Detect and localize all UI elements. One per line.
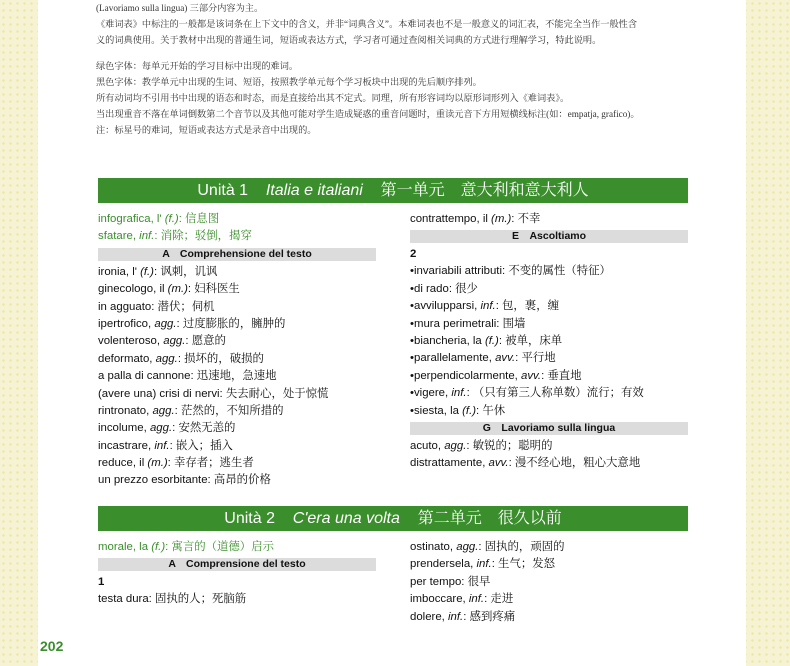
term: •siesta xyxy=(410,404,444,417)
grammar: , la xyxy=(443,404,463,417)
term: deformato xyxy=(98,352,150,365)
part-of-speech: agg. xyxy=(152,404,175,417)
grammar: , il xyxy=(476,213,492,225)
meaning: : 妇科医生 xyxy=(187,283,240,296)
part-of-speech: (f.) xyxy=(484,334,499,347)
grammar: , xyxy=(488,352,496,365)
vocab-entry xyxy=(410,609,688,626)
grammar: , xyxy=(156,335,164,348)
meaning: : 不变的属性（特征） xyxy=(502,265,611,278)
term: •mura perimetrali xyxy=(410,317,497,330)
term: in agguato xyxy=(98,300,152,313)
vocab-entry xyxy=(98,368,376,385)
vocab-entry xyxy=(98,591,376,608)
term: ginecologo xyxy=(98,283,154,296)
vocab-entry xyxy=(410,591,688,608)
vocab-entry xyxy=(410,455,688,472)
unit-chinese-title: 第一单元 意大利和意大利人 xyxy=(380,182,589,199)
intro-line: 所有动词均不引用书中出现的语态和时态，而是直接给出其不定式。同理，所有形容词均以原形词形列入《难词表》。 xyxy=(96,93,570,103)
vocab-entry xyxy=(98,472,376,489)
unit-1-right-column xyxy=(410,211,688,473)
term: contrattempo xyxy=(410,213,477,225)
meaning: : 很早 xyxy=(461,575,491,588)
term: •parallelamente xyxy=(410,352,489,365)
part-of-speech: (f.) xyxy=(140,265,154,278)
meaning: : 围墙 xyxy=(496,317,526,330)
grammar: , l' xyxy=(150,213,165,225)
meaning: : 很少 xyxy=(448,282,478,295)
part-of-speech: (m.) xyxy=(491,213,512,225)
term: un prezzo esorbitante xyxy=(98,474,208,487)
term: acuto xyxy=(410,439,438,452)
meaning: : 寓言的（道德）启示 xyxy=(165,541,274,553)
intro-line: 绿色字体：每单元开始的学习目标中出现的难词。 xyxy=(96,61,299,71)
vocab-entry xyxy=(410,385,688,402)
unit-label: Unità 2 xyxy=(224,510,275,527)
grammar: , xyxy=(482,457,489,470)
meaning: : 嵌入；插入 xyxy=(169,439,233,452)
meaning: : 潜伏；伺机 xyxy=(151,300,215,313)
page-number: 202 xyxy=(40,638,64,654)
term: per tempo xyxy=(410,575,462,588)
grammar: , xyxy=(441,610,449,623)
part-of-speech: inf. xyxy=(448,610,464,623)
exercise-number: 2 xyxy=(410,248,417,261)
vocab-entry xyxy=(410,539,688,556)
vocab-entry xyxy=(98,228,376,245)
grammar: , xyxy=(149,352,156,365)
term: •invariabili attributi xyxy=(410,265,502,278)
section-heading: A Comprehensione del testo xyxy=(98,248,376,261)
grammar: , xyxy=(437,439,445,452)
meaning: : 生气；发怒 xyxy=(491,558,556,571)
meaning: : 失去耐心，处于惊慌 xyxy=(219,387,329,400)
term: •vigere xyxy=(410,387,446,400)
term: incastrare xyxy=(98,439,149,452)
vocab-entry xyxy=(410,556,688,573)
exercise-number: 1 xyxy=(98,576,105,589)
grammar: , xyxy=(146,404,153,417)
meaning: : 漫不经心地，粗心大意地 xyxy=(508,457,641,470)
grammar: , la xyxy=(466,334,485,347)
term: infografica xyxy=(98,213,151,225)
part-of-speech: agg. xyxy=(149,422,173,435)
term: imboccare xyxy=(410,593,463,606)
vocab-entry xyxy=(98,420,376,437)
grammar: , xyxy=(132,230,140,243)
unit-2-right-column xyxy=(410,539,688,626)
unit-title: Italia e italiani xyxy=(265,182,363,199)
meaning: : 固执的，顽固的 xyxy=(478,541,565,553)
grammar: , xyxy=(470,558,477,571)
unit-1-left-column xyxy=(98,211,376,490)
part-of-speech: avv. xyxy=(488,457,509,470)
part-of-speech: inf. xyxy=(468,593,485,606)
intro-line: 义的词典使用。关于教材中出现的普通生词，短语或表达方式，学习者可通过查阅相关词典的方式进行理解学习，特此说明。 xyxy=(96,35,602,45)
meaning: : 敏锐的；聪明的 xyxy=(466,439,553,452)
part-of-speech: agg. xyxy=(456,541,479,553)
meaning: : 愿意的 xyxy=(185,335,226,348)
vocab-entry xyxy=(410,298,688,315)
meaning: : （只有第三人称单数）流行；有效 xyxy=(466,387,644,400)
part-of-speech: inf. xyxy=(139,230,155,243)
term: prendersela xyxy=(410,558,471,571)
term: rintronato xyxy=(98,404,147,417)
grammar: , il xyxy=(132,457,148,470)
meaning: : 垂直地 xyxy=(541,369,582,382)
unit-2-left-column xyxy=(98,539,376,609)
unit-1-header xyxy=(98,178,688,203)
meaning: : 走进 xyxy=(484,593,514,606)
term: ironia xyxy=(98,265,126,278)
vocab-entry xyxy=(410,281,688,298)
meaning: : 信息图 xyxy=(178,213,220,225)
part-of-speech: inf. xyxy=(476,558,492,571)
part-of-speech: (m.) xyxy=(147,457,168,470)
vocab-entry xyxy=(98,299,376,316)
vocab-entry xyxy=(410,350,688,367)
grammar: , xyxy=(474,300,481,313)
part-of-speech: (m.) xyxy=(167,283,188,296)
term: volenteroso xyxy=(98,335,157,348)
part-of-speech: inf. xyxy=(480,300,496,313)
vocab-entry xyxy=(410,368,688,385)
vocab-entry xyxy=(410,403,688,420)
vocab-entry xyxy=(98,539,376,556)
term: •di rado xyxy=(410,282,449,295)
part-of-speech: avv. xyxy=(521,369,542,382)
unit-chinese-title: 第二单元 很久以前 xyxy=(417,510,562,527)
part-of-speech: avv. xyxy=(495,352,516,365)
vocab-entry xyxy=(410,438,688,455)
meaning: : 幸存者；逃生者 xyxy=(167,457,254,470)
grammar: , l' xyxy=(125,265,141,278)
vocab-entry xyxy=(410,263,688,280)
grammar: , la xyxy=(132,541,152,553)
vocab-entry xyxy=(98,264,376,281)
intro-line: 注：标星号的难词，短语或表达方式是录音中出现的。 xyxy=(96,125,317,135)
term: reduce xyxy=(98,457,133,470)
intro-text xyxy=(96,0,746,138)
term: testa dura xyxy=(98,593,149,606)
vocab-entry xyxy=(98,351,376,368)
part-of-speech: inf. xyxy=(154,439,170,452)
term: •avvilupparsi xyxy=(410,300,475,313)
part-of-speech: agg. xyxy=(154,317,177,330)
vocab-entry xyxy=(410,333,688,350)
grammar: , xyxy=(143,422,150,435)
part-of-speech: (f.) xyxy=(164,213,179,225)
meaning: : 被单，床单 xyxy=(498,334,563,347)
grammar: , xyxy=(445,387,452,400)
vocab-entry xyxy=(98,333,376,350)
vocab-entry xyxy=(410,316,688,333)
meaning: : 平行地 xyxy=(515,352,556,365)
intro-line: (Lavoriamo sulla lingua) 三部分内容为主。 xyxy=(96,3,264,13)
grammar: , xyxy=(449,541,457,553)
meaning: : 讽刺，讥讽 xyxy=(153,265,218,278)
intro-line: 当出现重音不落在单词倒数第二个音节以及其他可能对学生造成疑惑的重音问题时，重读元音下方用短横线标注(如：empatja, grafico)。 xyxy=(96,109,640,119)
vocab-entry xyxy=(410,574,688,591)
vocab-entry xyxy=(98,403,376,420)
term: incolume xyxy=(98,422,144,435)
term: dolere xyxy=(410,610,442,623)
grammar: , xyxy=(462,593,469,606)
part-of-speech: agg. xyxy=(155,352,178,365)
meaning: : 损坏的，破损的 xyxy=(177,352,264,365)
part-of-speech: agg. xyxy=(444,439,467,452)
term: •biancheria xyxy=(410,334,467,347)
grammar: , xyxy=(514,369,522,382)
part-of-speech: (f.) xyxy=(462,404,477,417)
vocab-entry xyxy=(98,281,376,298)
meaning: : 安然无恙的 xyxy=(172,422,236,435)
book-page xyxy=(38,0,746,666)
vocab-entry xyxy=(98,438,376,455)
section-heading: A Comprensione del testo xyxy=(98,558,376,571)
vocab-entry xyxy=(98,211,376,228)
meaning: : 茫然的，不知所措的 xyxy=(174,404,284,417)
meaning: : 包，裹，缠 xyxy=(495,300,559,313)
part-of-speech: inf. xyxy=(451,387,467,400)
intro-line: 黑色字体：教学单元中出现的生词、短语，按照教学单元每个学习板块中出现的先后顺序排列。 xyxy=(96,77,482,87)
term: •perpendicolarmente xyxy=(410,369,515,382)
part-of-speech: (f.) xyxy=(151,541,166,553)
meaning: : 消除；驳倒，揭穿 xyxy=(154,230,252,243)
grammar: , xyxy=(148,317,155,330)
meaning: : 高昂的价格 xyxy=(207,474,271,487)
meaning: : 不幸 xyxy=(511,213,541,225)
unit-2-header xyxy=(98,506,688,531)
unit-title: C'era una volta xyxy=(292,510,400,527)
grammar: , il xyxy=(153,283,168,296)
meaning: : 感到疼痛 xyxy=(463,610,516,623)
unit-label: Unità 1 xyxy=(197,182,249,199)
vocab-entry xyxy=(410,211,688,228)
vocab-entry xyxy=(98,316,376,333)
meaning: : 迅速地，急速地 xyxy=(190,370,277,383)
term: sfatare xyxy=(98,230,133,243)
term: a palla di cannone xyxy=(98,370,191,383)
vocab-entry xyxy=(98,455,376,472)
term: distrattamente xyxy=(410,457,483,470)
term: ostinato xyxy=(410,541,450,553)
section-heading: E Ascoltiamo xyxy=(410,230,688,243)
term: morale xyxy=(98,541,133,553)
section-heading: G Lavoriamo sulla lingua xyxy=(410,422,688,435)
intro-line: 《难词表》中标注的一般都是该词条在上下文中的含义，并非“词典含义”。本难词表也不是一般意义的词汇表，不能完全当作一般性含 xyxy=(96,19,638,29)
meaning: : 午休 xyxy=(476,404,506,417)
term: (avere una) crisi di nervi xyxy=(98,387,220,400)
vocab-entry xyxy=(98,386,376,403)
meaning: : 过度膨胀的，臃肿的 xyxy=(176,317,286,330)
meaning: : 固执的人；死脑筋 xyxy=(148,593,247,606)
grammar: , xyxy=(148,439,155,452)
part-of-speech: agg. xyxy=(163,335,186,348)
term: ipertrofico xyxy=(98,317,149,330)
